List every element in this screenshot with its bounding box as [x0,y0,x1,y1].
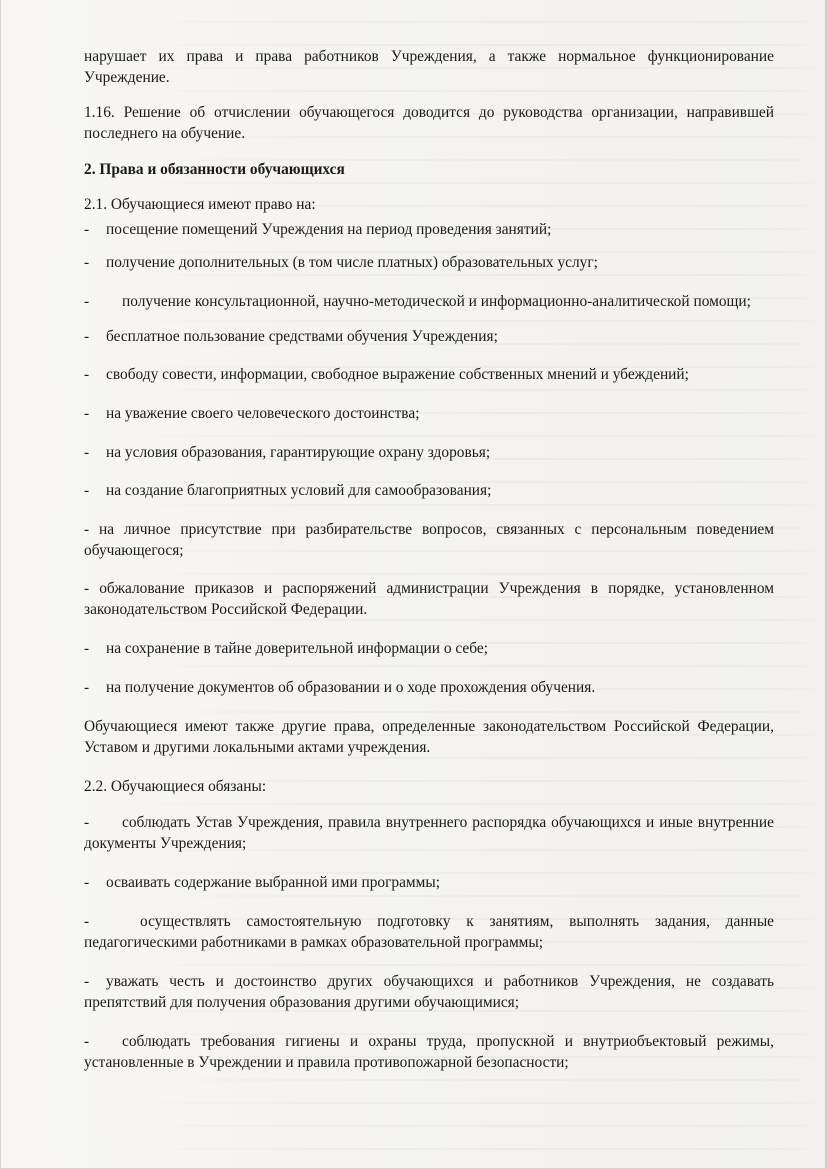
obligation-item [84,911,774,953]
obligation-text: осваивать содержание выбранной ими программы; [106,874,441,891]
right-item [84,480,774,501]
obligation-text: осуществлять самостоятельную подготовку к занятиям, выполнять задания, данные педагогическими работниками в рамках образовательной программы; [84,913,774,951]
paragraph-continuation: нарушает их права и права работников Учреждения, а также нормальное функционирование Учреждение. [84,48,774,86]
right-item [84,638,774,659]
obligation-text: соблюдать требования гигиены и охраны труда, пропускной и внутриобъектовый режимы, установленные в Учреждении и правила противопожарной безопасности; [84,1033,774,1071]
dash-bullet: - [84,254,90,271]
right-item: - на личное присутствие при разбирательстве вопросов, связанных с персональным поведением обучающегося; [84,521,774,559]
right-item [84,252,774,273]
dash-bullet: - [84,328,90,345]
right-text: на сохранение в тайне доверительной информации о себе; [106,640,488,657]
right-text: получение консультационной, научно-методической и информационно-аналитической помощи; [122,293,751,310]
obligation-item [84,812,774,854]
right-text: свободу совести, информации, свободное выражение собственных мнений и убеждений; [106,366,689,383]
right-item [84,364,774,385]
dash-bullet: - [84,444,90,461]
dash-bullet: - [84,679,90,696]
right-text: на уважение своего человеческого достоинства; [106,405,420,422]
right-item: - обжалование приказов и распоряжений администрации Учреждения в порядке, установленном законодательством Российской Федерации. [84,580,774,618]
right-item [84,403,774,424]
dash-bullet: - [84,913,90,930]
clause-2-2: 2.2. Обучающиеся обязаны: [84,778,267,795]
right-text: получение дополнительных (в том числе платных) образовательных услуг; [106,254,598,271]
clause-1-16: 1.16. Решение об отчислении обучающегося доводится до руководства организации, направившей последнего на обучение. [84,104,774,142]
obligation-item [84,872,774,893]
dash-bullet: - [84,1033,90,1050]
obligation-text: соблюдать Устав Учреждения, правила внутреннего распорядка обучающихся и иные внутренние документы Учреждения; [84,814,774,852]
right-item [84,442,774,463]
obligation-item [84,1031,774,1073]
right-text: на получение документов об образовании и о ходе прохождения обучения. [106,679,596,696]
dash-bullet: - [84,293,90,310]
obligation-text: уважать честь и достоинство других обучающихся и работников Учреждения, не создавать препятствий для получения образования другими обучающимися; [84,973,774,1011]
dash-bullet: - [84,482,90,499]
right-item [84,291,774,312]
right-text: на создание благоприятных условий для самообразования; [106,482,492,499]
dash-bullet: - [84,973,90,990]
dash-bullet: - [84,366,90,383]
document-body [84,46,774,1073]
obligation-item [84,971,774,1013]
dash-bullet: - [84,221,90,238]
dash-bullet: - [84,814,90,831]
right-item [84,219,774,240]
clause-2-1: 2.1. Обучающиеся имеют право на: [84,196,316,213]
right-text: бесплатное пользование средствами обучения Учреждения; [106,328,498,345]
right-item [84,677,774,698]
right-text: посещение помещений Учреждения на период проведения занятий; [106,221,552,238]
section-heading-2: 2. Права и обязанности обучающихся [84,161,345,178]
dash-bullet: - [84,405,90,422]
dash-bullet: - [84,640,90,657]
dash-bullet: - [84,874,90,891]
paragraph-other-rights: Обучающиеся имеют также другие права, определенные законодательством Российской Федерации, Уставом и другими локальными актами учреждения. [84,718,774,756]
right-text: на условия образования, гарантирующие охрану здоровья; [106,444,491,461]
right-item [84,326,774,347]
